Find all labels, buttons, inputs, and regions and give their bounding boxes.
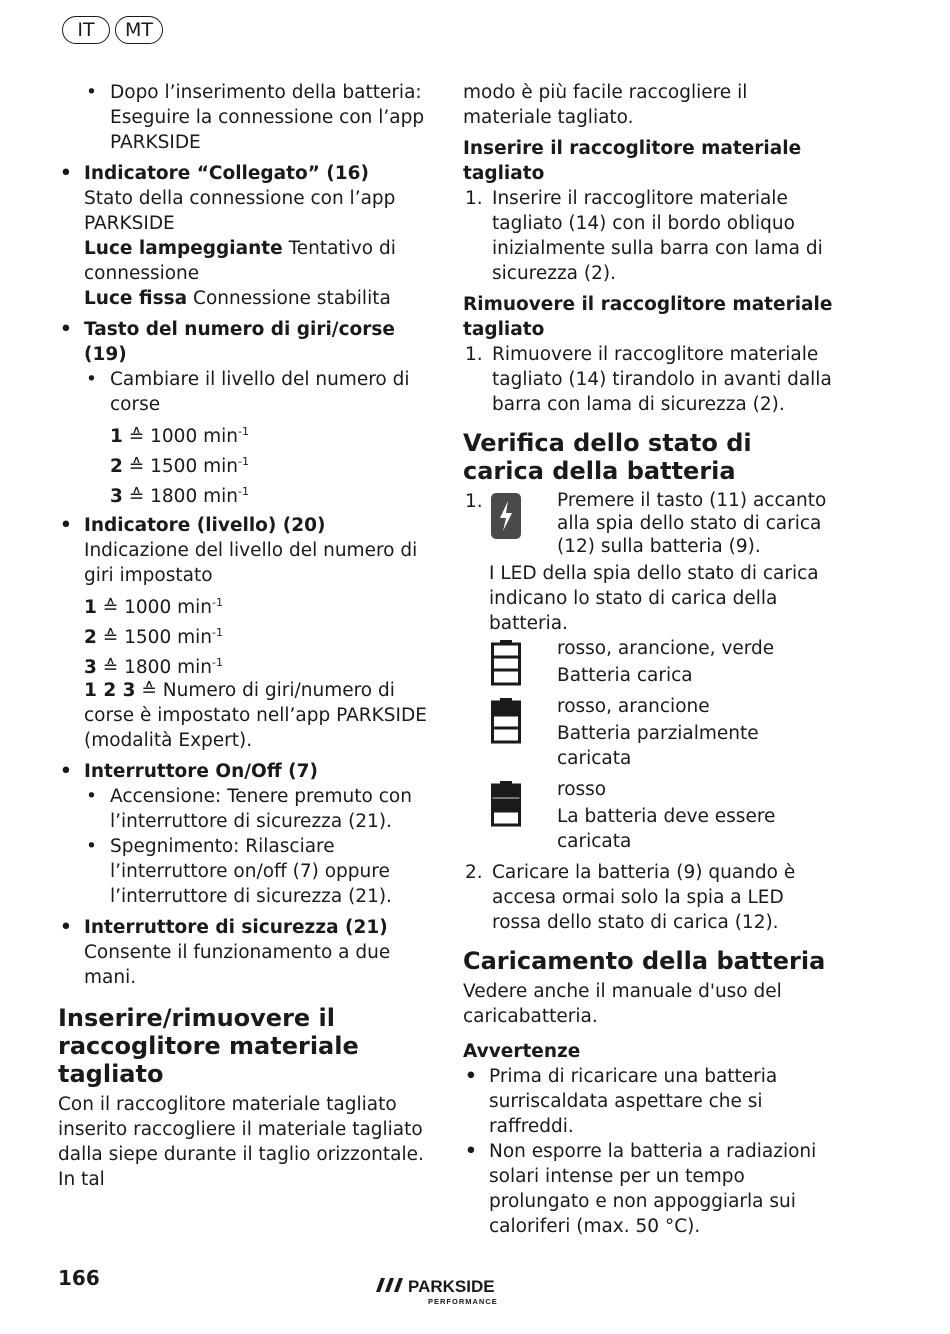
chapter-heading: Verifica dello stato di carica della batteria — [463, 429, 752, 485]
battery-state-row: rosso La batteria deve essere caricata — [463, 777, 835, 854]
paragraph: Luce lampeggiante Tentativo di connessione — [84, 238, 396, 284]
section-heading: • Interruttore di sicurezza (21) — [58, 915, 430, 940]
battery-state-row: rosso, arancione, verde Batteria carica — [463, 636, 835, 688]
left-column — [58, 80, 430, 1192]
level-row: 2 ≙ 1500 $\min^{-1}$ — [110, 455, 249, 477]
paragraph: 1 2 3 ≙ Numero di giri/numero di corse è impostato nell’app PARKSIDE (modalità Expert). — [84, 680, 427, 751]
lang-badge-mt: MT — [115, 16, 163, 44]
paragraph: Luce fissa Connessione stabilita — [84, 288, 391, 309]
paragraph: Consente il funzionamento a due mani. — [84, 942, 391, 988]
lang-badge-it: IT — [62, 16, 110, 44]
subheading: Rimuovere il raccoglitore materiale tagliato — [463, 294, 833, 340]
numbered-step: 1. Premere il tasto (11) accanto alla spia dello stato di carica (12) sulla batteria (9). — [465, 490, 827, 557]
paragraph: Vedere anche il manuale d'uso del caricabatteria. — [463, 981, 782, 1027]
list-item: • Dopo l’inserimento della batteria: Eseguire la connessione con l’app PARKSIDE — [58, 80, 430, 155]
level-row: 3 ≙ 1800 $\min^{-1}$ — [84, 656, 223, 678]
numbered-step: 2. Caricare la batteria (9) quando è accesa ormai solo la spia a LED rossa dello stato di carica (12). — [465, 862, 796, 933]
section-heading: • Interruttore On/Off (7) — [58, 759, 430, 784]
svg-text:PERFORMANCE: PERFORMANCE — [428, 1297, 498, 1306]
right-column — [463, 80, 835, 1239]
battery-partial-icon — [491, 698, 521, 751]
level-row: 1 ≙ 1000 $\min^{-1}$ — [110, 425, 249, 447]
list-item: • Non esporre la batteria a radiazioni solari intense per un tempo prolungato e non appoggiarla sui caloriferi (max. 50 °C). — [463, 1139, 835, 1239]
level-row: 1 ≙ 1000 $\min^{-1}$ — [84, 596, 223, 618]
section-heading: • Tasto del numero di giri/corse (19) — [58, 317, 430, 367]
parkside-logo — [374, 1272, 524, 1308]
subheading: Inserire il raccoglitore materiale tagliato — [463, 138, 802, 184]
chapter-heading: Caricamento della batteria — [463, 947, 826, 975]
battery-full-icon — [491, 640, 521, 693]
paragraph: Stato della connessione con l’app PARKSIDE — [84, 188, 396, 234]
battery-low-icon — [491, 781, 521, 834]
numbered-step: 1. Inserire il raccoglitore materiale tagliato (14) con il bordo obliquo inizialmente sulla barra con lama di sicurezza (2). — [465, 188, 823, 284]
list-item: • Cambiare il livello del numero di corse — [58, 367, 430, 417]
list-item: • Spegnimento: Rilasciare l’interruttore on/off (7) oppure l’interruttore di sicurezza (21). — [58, 834, 430, 909]
level-row: 3 ≙ 1800 $\min^{-1}$ — [110, 485, 249, 507]
subheading: Avvertenze — [463, 1041, 581, 1062]
chapter-heading: Inserire/rimuovere il raccoglitore materiale tagliato — [58, 1004, 359, 1088]
paragraph: Indicazione del livello del numero di giri impostato — [84, 540, 418, 586]
list-item: • Accensione: Tenere premuto con l’interruttore di sicurezza (21). — [58, 784, 430, 834]
level-row: 2 ≙ 1500 $\min^{-1}$ — [84, 626, 223, 648]
battery-charge-button-icon — [491, 493, 521, 546]
paragraph: I LED della spia dello stato di carica indicano lo stato di carica della batteria. — [489, 563, 819, 634]
section-heading: • Indicatore (livello) (20) — [58, 513, 430, 538]
section-heading: • Indicatore “Collegato” (16) — [58, 161, 430, 186]
page-number: 166 — [58, 1266, 100, 1290]
battery-state-row: rosso, arancione Batteria parzialmente caricata — [463, 694, 835, 771]
paragraph: Con il raccoglitore materiale tagliato inserito raccogliere il materiale tagliato dalla siepe durante il taglio orizzontale. In tal — [58, 1094, 424, 1190]
numbered-step: 1. Rimuovere il raccoglitore materiale tagliato (14) tirandolo in avanti dalla barra con lama di sicurezza (2). — [465, 344, 832, 415]
paragraph: modo è più facile raccogliere il materiale tagliato. — [463, 82, 748, 128]
list-item: • Prima di ricaricare una batteria surriscaldata aspettare che si raffreddi. — [463, 1064, 835, 1139]
svg-text:PARKSIDE: PARKSIDE — [408, 1277, 495, 1296]
